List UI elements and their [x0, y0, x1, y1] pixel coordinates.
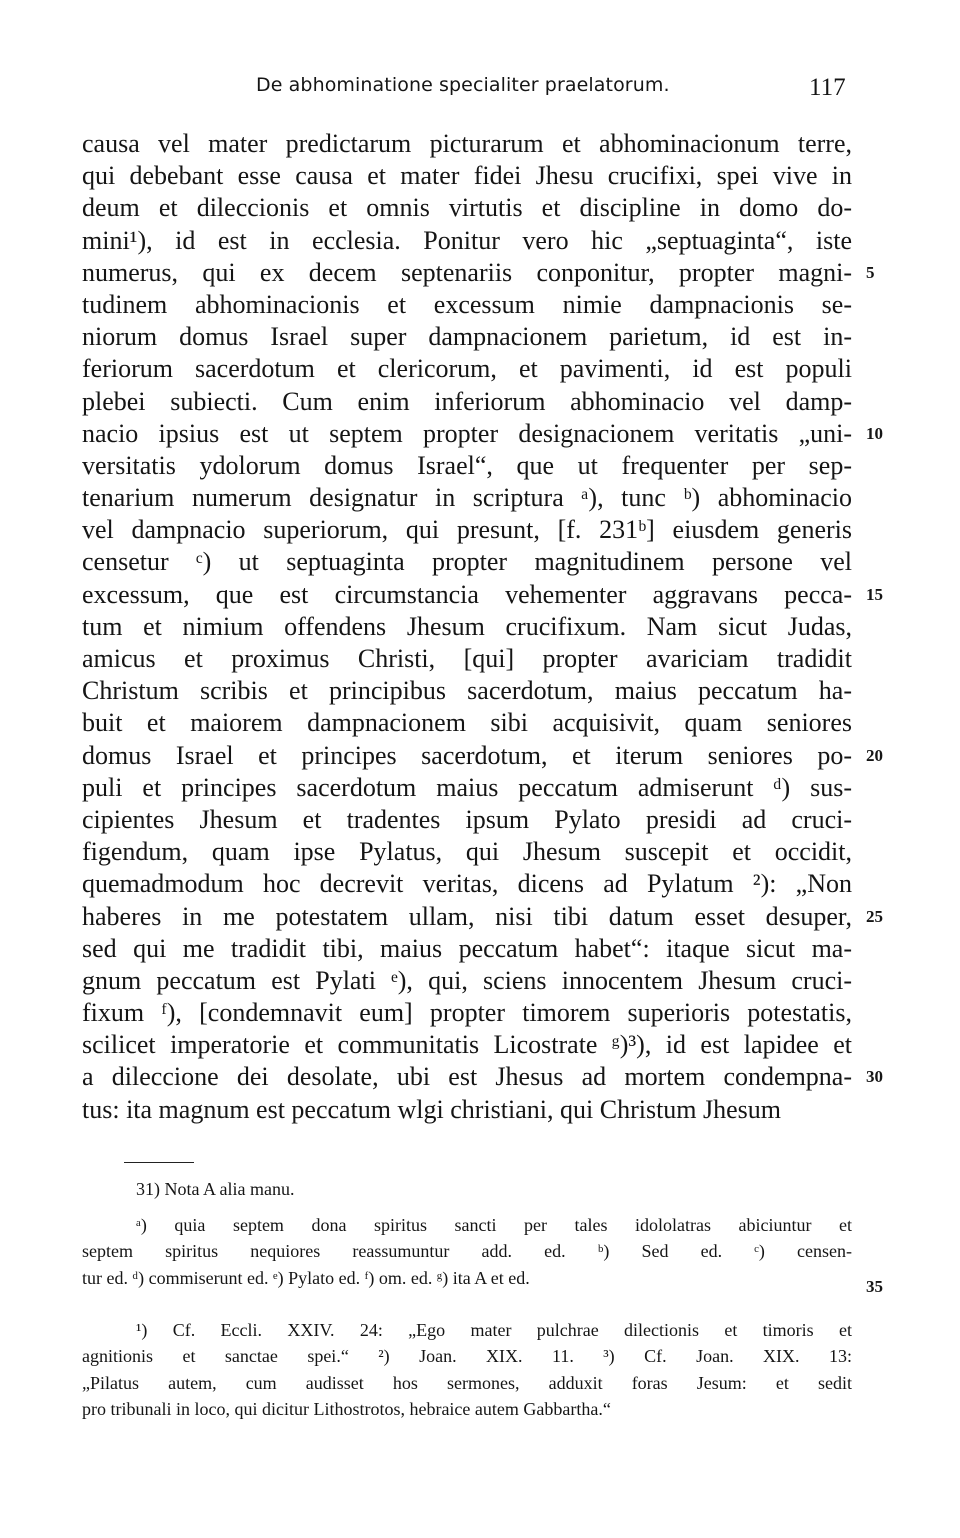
text-line	[82, 289, 852, 321]
text-line	[82, 965, 852, 997]
text-line-content: niorum domus Israel super dampnacionem parietum, id est in-	[82, 322, 852, 352]
text-line-content: causa vel mater predictarum picturarum et abhominacionum terre,	[82, 129, 852, 158]
text-line	[82, 1094, 852, 1126]
footnote-line: tur ed. ᵈ) commiserunt ed. ᵉ) Pylato ed. ᶠ) om. ed. ᵍ) ita A et ed.	[82, 1267, 530, 1288]
footnote-line: septem spiritus nequiores reassumuntur add. ed. ᵇ) Sed ed. ᶜ) censen-	[82, 1241, 852, 1262]
text-line	[82, 901, 883, 933]
text-line-content: feriorum sacerdotum et clericorum, et pavimenti, id est populi	[82, 354, 852, 384]
text-line-content: Christum scribis et principibus sacerdotum, maius peccatum ha-	[82, 676, 852, 706]
text-line-content: excessum, que est circumstancia vehementer aggravans pecca-	[82, 579, 852, 609]
line-number: 30	[866, 1067, 883, 1087]
text-line	[82, 579, 883, 611]
text-line	[82, 353, 852, 385]
text-line-content: domus Israel et principes sacerdotum, et iterum seniores po-	[82, 740, 852, 770]
marginal-note-block	[82, 1176, 852, 1202]
text-line-content: tenarium numerum designatur in scriptura ᵃ), tunc ᵇ) abhominacio	[82, 483, 852, 513]
text-line-content: quemadmodum hoc decrevit veritas, dicens ad Pylatum ²): „Non	[82, 869, 852, 899]
text-line	[82, 257, 875, 289]
text-line-content: haberes in me potestatem ullam, nisi tibi datum esset desuper,	[82, 901, 852, 931]
text-line	[82, 450, 852, 482]
text-line-content: gnum peccatum est Pylati ᵉ), qui, sciens innocentem Jhesum cruci-	[82, 965, 852, 995]
text-line-content: amicus et proximus Christi, [qui] propter avariciam tradidit	[82, 644, 852, 673]
text-line-content: deum et dileccionis et omnis virtutis et discipline in domo do-	[82, 193, 852, 223]
line-number: 5	[866, 262, 875, 282]
main-text	[82, 128, 883, 1126]
text-line	[82, 1029, 852, 1061]
text-line	[82, 740, 883, 772]
text-line	[82, 482, 852, 514]
text-line	[82, 128, 852, 160]
text-line	[82, 321, 852, 353]
text-line-content: numerus, qui ex decem septenariis conponitur, propter magni-	[82, 257, 852, 287]
text-line-content: tudinem abhominacionis et excessum nimie dampnacionis se-	[82, 289, 852, 319]
critical-apparatus	[82, 1212, 852, 1291]
apparatus-line-number: 35	[866, 1277, 883, 1296]
text-line	[82, 772, 852, 804]
line-number: 15	[866, 584, 883, 604]
text-line-content: sed qui me tradidit tibi, maius peccatum habet“: itaque sicut ma-	[82, 933, 852, 963]
text-line	[82, 611, 852, 643]
text-line-content: buit et maiorem dampnacionem sibi acquisivit, quam seniores	[82, 708, 852, 738]
text-line-content: tus: ita magnum est peccatum wlgi christiani, qui Christum Jhesum	[82, 1094, 782, 1124]
text-line-content: plebei subiecti. Cum enim inferiorum abhominacio vel damp-	[82, 386, 852, 416]
text-line-content: nacio ipsius est ut septem propter designacionem veritatis „uni-	[82, 418, 852, 448]
text-line	[82, 225, 852, 257]
page-header	[0, 74, 960, 104]
text-line	[82, 997, 852, 1029]
text-line-content: censetur ᶜ) ut septuaginta propter magnitudinem persone vel	[82, 547, 852, 577]
text-line	[82, 933, 852, 965]
text-line	[82, 418, 883, 450]
text-line-content: tum et nimium offendens Jhesum crucifixum. Nam sicut Judas,	[82, 611, 852, 641]
text-line	[82, 386, 852, 418]
line-number: 25	[866, 906, 883, 926]
text-line	[82, 192, 852, 224]
text-line	[82, 1061, 883, 1093]
text-line	[82, 546, 852, 578]
text-line-content: mini¹), id est in ecclesia. Ponitur vero hic „septuaginta“, iste	[82, 225, 852, 255]
text-line-content: vel dampnacio superiorum, qui presunt, [f. 231ᵇ] eiusdem generis	[82, 515, 852, 545]
text-line	[82, 514, 852, 546]
text-line-content: versitatis ydolorum domus Israel“, que ut frequenter per sep-	[82, 450, 852, 480]
footnote-line: agnitionis et sanctae spei.“ ²) Joan. XIX. 11. ³) Cf. Joan. XIX. 13:	[82, 1346, 852, 1367]
text-line-content: cipientes Jhesum et tradentes ipsum Pylato presidi ad cruci-	[82, 804, 852, 834]
line-number: 10	[866, 423, 883, 443]
text-line-content: a dileccione dei desolate, ubi est Jhesus ad mortem condempna-	[82, 1062, 852, 1092]
text-line	[82, 643, 852, 675]
text-line-content: puli et principes sacerdotum maius peccatum admiserunt ᵈ) sus-	[82, 772, 852, 802]
text-line	[82, 707, 852, 739]
text-line	[82, 675, 852, 707]
page-number: 117	[809, 74, 846, 101]
text-line-content: scilicet imperatorie et communitatis Licostrate ᵍ)³), id est lapidee et	[82, 1030, 852, 1060]
footnote-divider	[124, 1162, 194, 1163]
marginal-note: 31) Nota A alia manu.	[136, 1179, 295, 1199]
text-line	[82, 836, 852, 868]
footnote-line: ᵃ) quia septem dona spiritus sancti per tales idololatras abiciuntur et	[136, 1215, 852, 1235]
footnote-line: „Pilatus autem, cum audisset hos sermones, adduxit foras Jesum: et sedit	[82, 1372, 852, 1393]
text-line-content: qui debebant esse causa et mater fidei Jhesu crucifixi, spei vive in	[82, 161, 852, 191]
footnote-line: pro tribunali in loco, qui dicitur Lithostrotos, hebraice autem Gabbartha.“	[82, 1399, 611, 1420]
text-line	[82, 804, 852, 836]
text-line	[82, 160, 852, 192]
line-number: 20	[866, 745, 883, 765]
source-notes	[82, 1317, 852, 1423]
footnote-line: ¹) Cf. Eccli. XXIV. 24: „Ego mater pulchrae dilectionis et timoris et	[136, 1320, 852, 1340]
text-line-content: figendum, quam ipse Pylatus, qui Jhesum suscepit et occidit,	[82, 837, 852, 867]
running-title: De abhominatione specialiter praelatorum.	[256, 74, 670, 96]
text-line	[82, 868, 852, 900]
text-line-content: fixum ᶠ), [condemnavit eum] propter timorem superioris potestatis,	[82, 998, 852, 1028]
